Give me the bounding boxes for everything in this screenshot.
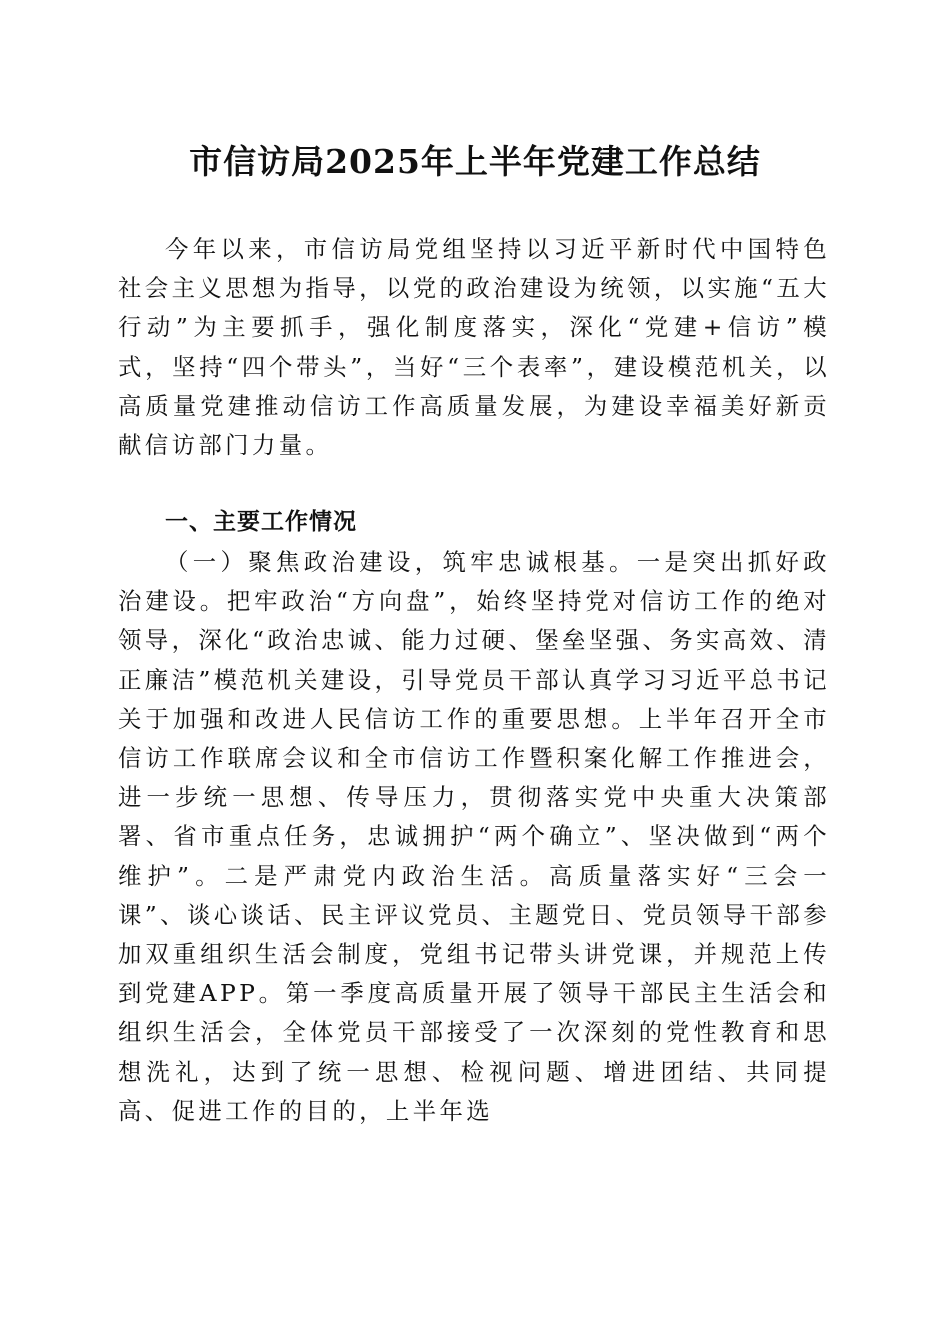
intro-paragraph: 今年以来，市信访局党组坚持以习近平新时代中国特色社会主义思想为指导，以党的政治建设为统领，以实施“五大行动”为主要抓手，强化制度落实，深化“党建+信访”模式，坚持“四个带头”，当好“三个表率”，建设模范机关，以高质量党建推动信访工作高质量发展，为建设幸福美好新贡献信访部门力量。: [118, 235, 830, 460]
section-paragraph-body: 一是突出抓好政治建设。把牢政治“方向盘”，始终坚持党对信访工作的绝对领导，深化“政治忠诚、能力过硬、堡垒坚强、务实高效、清正廉洁”模范机关建设，引导党员干部认真学习习近平总书记关于加强和改进人民信访工作的重要思想。上半年召开全市信访工作联席会议和全市信访工作暨积案化解工作推进会，进一步统一思想、传导压力，贯彻落实党中央重大决策部署、省市重点任务，忠诚拥护“两个确立”、坚决做到“两个维护”。二是严肃党内政治生活。高质量落实好“三会一课”、谈心谈话、民主评议党员、主题党日、党员领导干部参加双重组织生活会制度，党组书记带头讲党课，并规范上传到党建APP。第一季度高质量开展了领导干部民主生活会和组织生活会，全体党员干部接受了一次深刻的党性教育和思想洗礼，达到了统一思想、检视问题、增进团结、共同提高、促进工作的目的，上半年选: [118, 548, 830, 1125]
section-heading: 一、主要工作情况: [165, 509, 357, 535]
subsection-title: （一）聚焦政治建设，筑牢忠诚根基。: [165, 548, 637, 576]
document-title: 市信访局2025年上半年党建工作总结: [189, 142, 761, 181]
section-paragraph: [118, 543, 830, 1131]
